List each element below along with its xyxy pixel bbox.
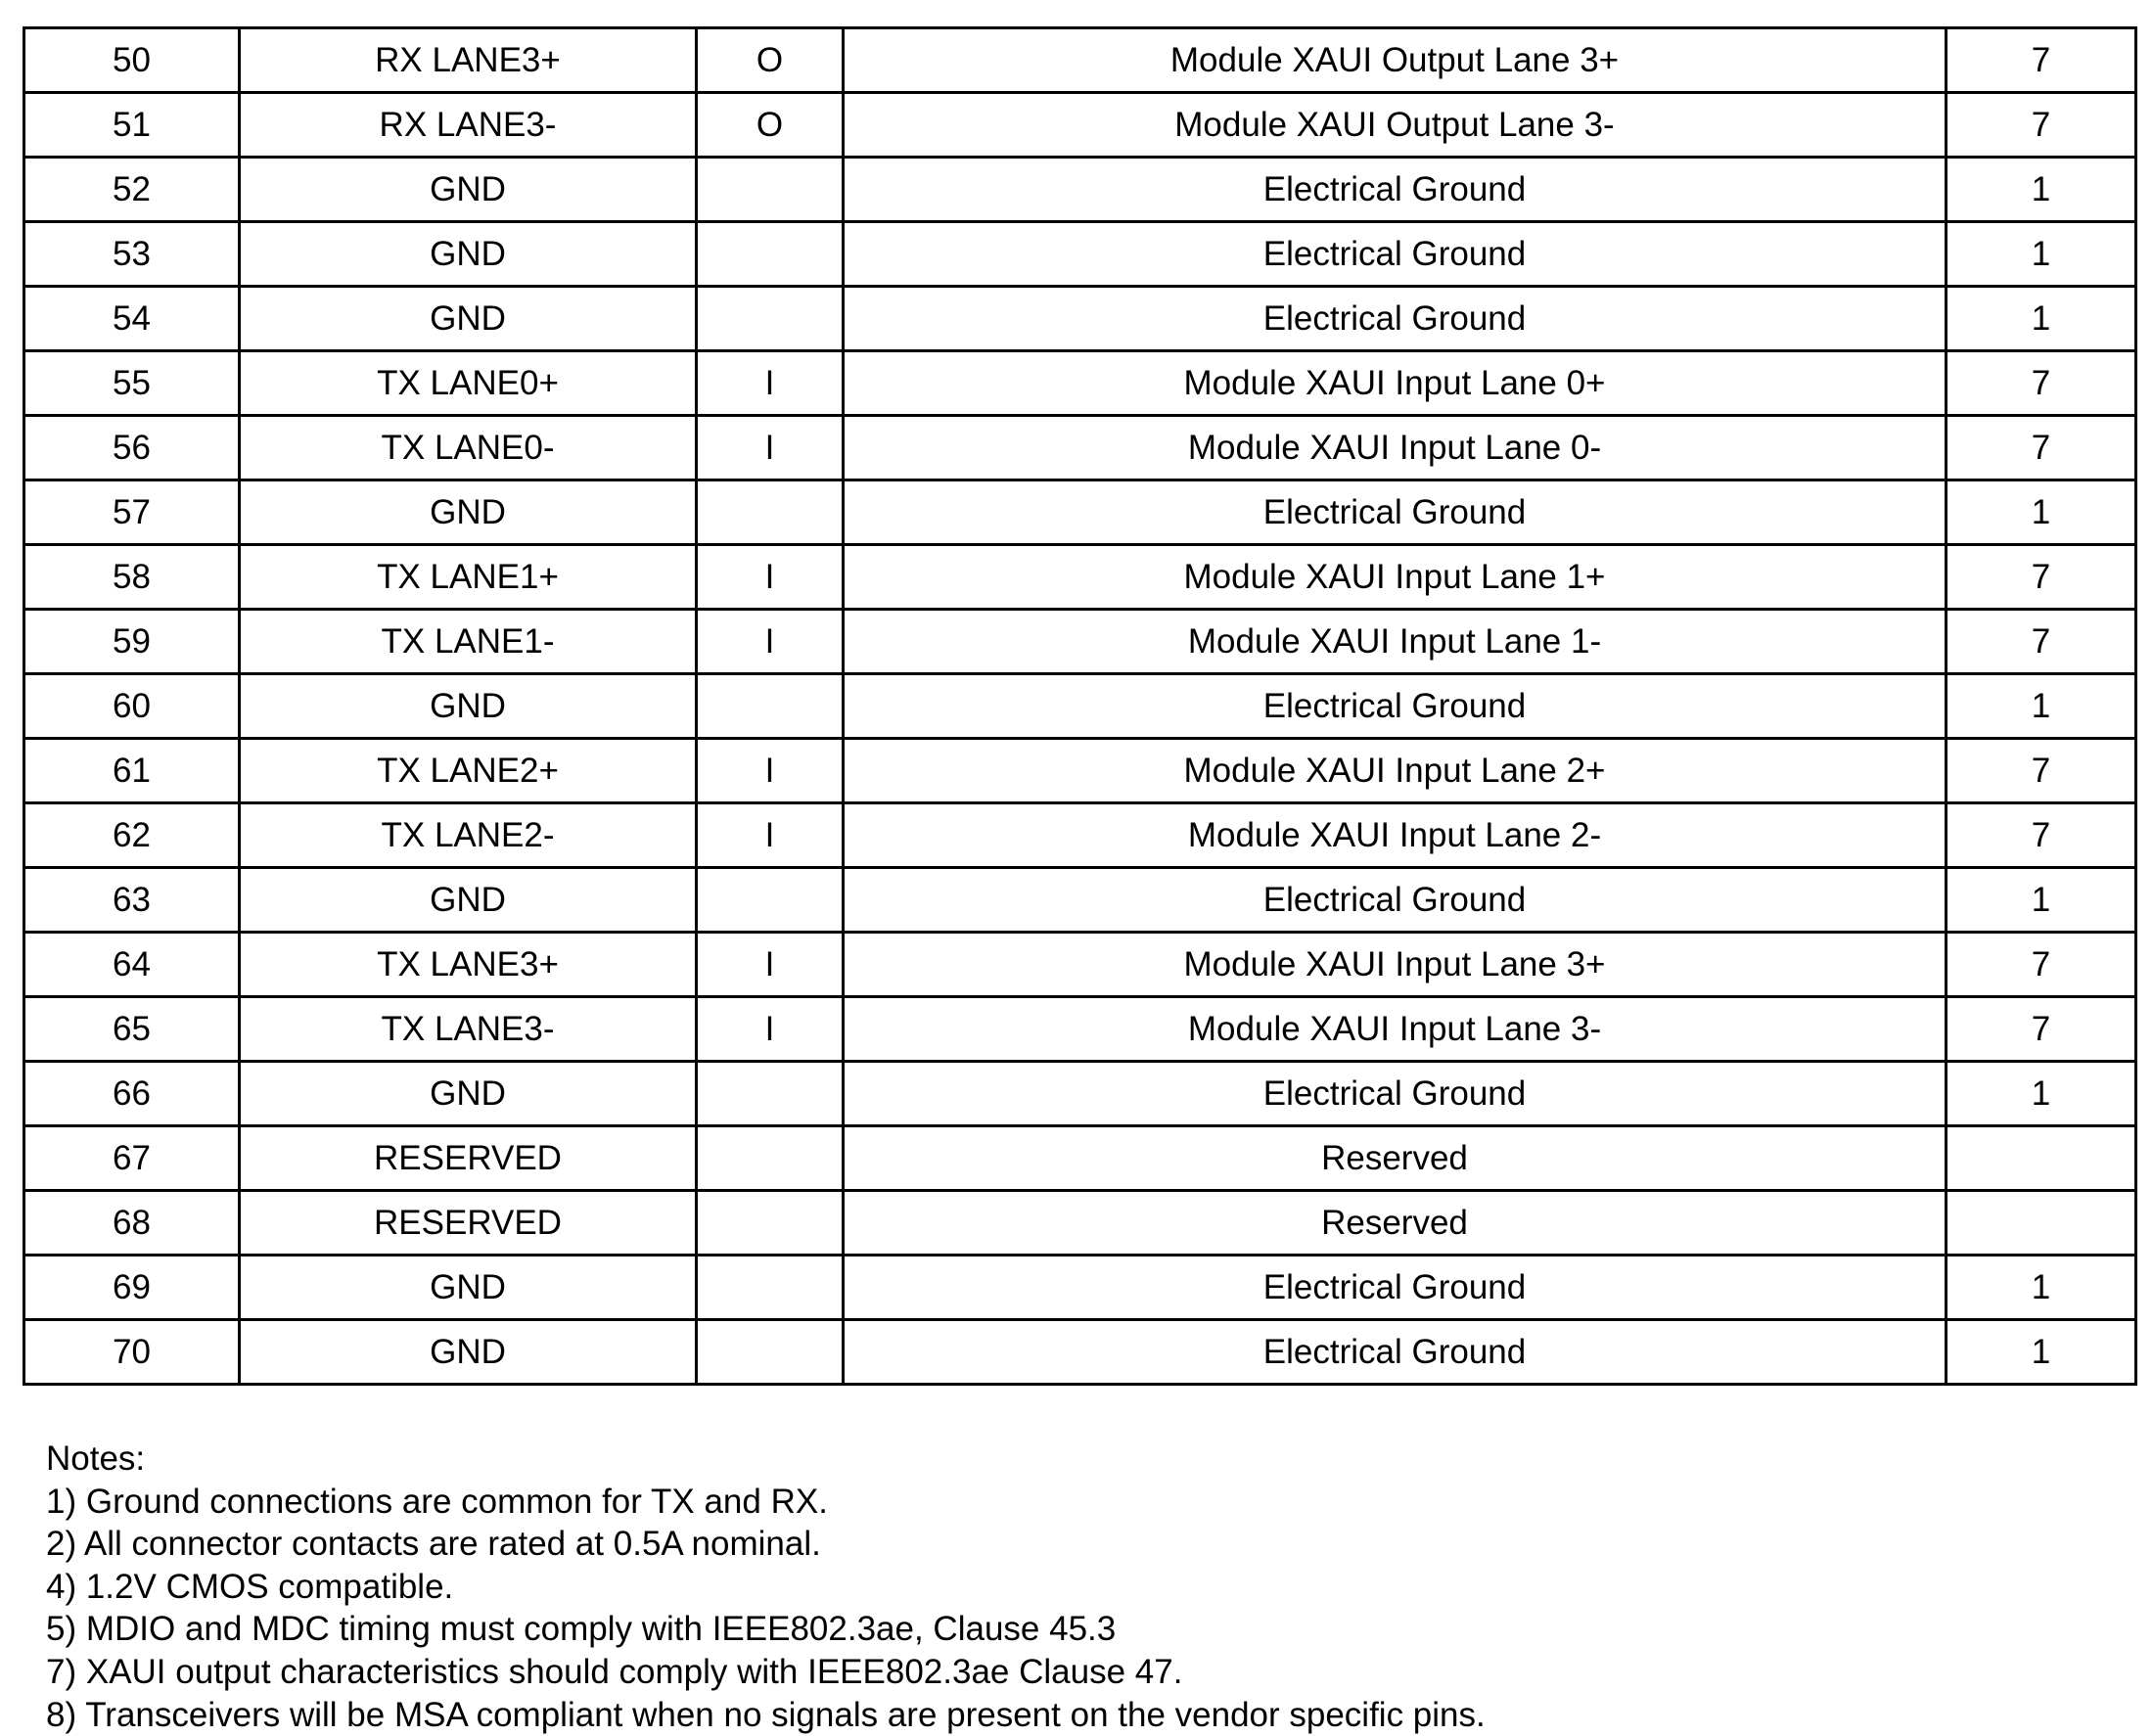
table-row xyxy=(24,1126,2136,1191)
signal-name-cell: GND xyxy=(240,158,697,222)
pin-number-cell: 60 xyxy=(24,674,240,739)
note-ref-cell: 1 xyxy=(1947,868,2136,933)
note-item: 7) XAUI output characteristics should comply with IEEE802.3ae Clause 47. xyxy=(46,1652,1183,1691)
signal-name-cell: GND xyxy=(240,674,697,739)
direction-cell xyxy=(697,1191,844,1256)
pin-number-cell: 70 xyxy=(24,1320,240,1385)
pin-number-cell: 62 xyxy=(24,803,240,868)
pin-number-cell: 56 xyxy=(24,416,240,480)
pin-number-cell: 55 xyxy=(24,351,240,416)
description-cell: Electrical Ground xyxy=(844,287,1947,351)
table-row xyxy=(24,480,2136,545)
table-row xyxy=(24,545,2136,610)
signal-name-cell: RX LANE3+ xyxy=(240,28,697,93)
direction-cell: I xyxy=(697,351,844,416)
description-cell: Electrical Ground xyxy=(844,222,1947,287)
signal-name-cell: GND xyxy=(240,287,697,351)
description-cell: Module XAUI Input Lane 1+ xyxy=(844,545,1947,610)
pin-number-cell: 61 xyxy=(24,739,240,803)
pin-number-cell: 63 xyxy=(24,868,240,933)
note-ref-cell: 1 xyxy=(1947,222,2136,287)
table-row xyxy=(24,739,2136,803)
direction-cell: O xyxy=(697,93,844,158)
table-row xyxy=(24,1062,2136,1126)
note-ref-cell: 7 xyxy=(1947,803,2136,868)
note-ref-cell: 7 xyxy=(1947,351,2136,416)
note-ref-cell xyxy=(1947,1126,2136,1191)
direction-cell xyxy=(697,674,844,739)
signal-name-cell: GND xyxy=(240,1256,697,1320)
direction-cell xyxy=(697,287,844,351)
signal-name-cell: TX LANE3- xyxy=(240,997,697,1062)
table-row xyxy=(24,1256,2136,1320)
signal-name-cell: RESERVED xyxy=(240,1126,697,1191)
direction-cell xyxy=(697,1320,844,1385)
signal-name-cell: TX LANE2+ xyxy=(240,739,697,803)
direction-cell: I xyxy=(697,997,844,1062)
description-cell: Module XAUI Input Lane 2+ xyxy=(844,739,1947,803)
table-row xyxy=(24,93,2136,158)
table-row xyxy=(24,158,2136,222)
description-cell: Electrical Ground xyxy=(844,158,1947,222)
direction-cell: I xyxy=(697,610,844,674)
note-ref-cell: 7 xyxy=(1947,93,2136,158)
direction-cell xyxy=(697,480,844,545)
note-ref-cell: 7 xyxy=(1947,28,2136,93)
notes-list xyxy=(46,1481,1486,1736)
description-cell: Reserved xyxy=(844,1126,1947,1191)
description-cell: Module XAUI Output Lane 3- xyxy=(844,93,1947,158)
description-cell: Module XAUI Input Lane 0- xyxy=(844,416,1947,480)
table-row xyxy=(24,28,2136,93)
note-item: 1) Ground connections are common for TX and RX. xyxy=(46,1482,828,1521)
direction-cell xyxy=(697,1126,844,1191)
description-cell: Electrical Ground xyxy=(844,674,1947,739)
note-ref-cell: 1 xyxy=(1947,1256,2136,1320)
pin-table xyxy=(23,26,2137,1386)
description-cell: Electrical Ground xyxy=(844,868,1947,933)
note-ref-cell: 1 xyxy=(1947,674,2136,739)
direction-cell xyxy=(697,222,844,287)
direction-cell xyxy=(697,1062,844,1126)
description-cell: Module XAUI Input Lane 1- xyxy=(844,610,1947,674)
note-ref-cell: 7 xyxy=(1947,610,2136,674)
table-row xyxy=(24,868,2136,933)
direction-cell: I xyxy=(697,933,844,997)
note-item: 2) All connector contacts are rated at 0.5A nominal. xyxy=(46,1525,821,1564)
note-ref-cell: 1 xyxy=(1947,1320,2136,1385)
description-cell: Electrical Ground xyxy=(844,1256,1947,1320)
pin-number-cell: 67 xyxy=(24,1126,240,1191)
table-row xyxy=(24,674,2136,739)
pin-number-cell: 59 xyxy=(24,610,240,674)
pin-number-cell: 52 xyxy=(24,158,240,222)
signal-name-cell: GND xyxy=(240,222,697,287)
description-cell: Module XAUI Input Lane 0+ xyxy=(844,351,1947,416)
signal-name-cell: TX LANE3+ xyxy=(240,933,697,997)
signal-name-cell: GND xyxy=(240,480,697,545)
table-row xyxy=(24,222,2136,287)
pin-number-cell: 53 xyxy=(24,222,240,287)
description-cell: Electrical Ground xyxy=(844,1320,1947,1385)
note-item: 8) Transceivers will be MSA compliant when no signals are present on the vendor specific pins. xyxy=(46,1695,1486,1734)
notes-heading: Notes: xyxy=(46,1439,146,1478)
table-row xyxy=(24,1191,2136,1256)
signal-name-cell: TX LANE0- xyxy=(240,416,697,480)
note-ref-cell xyxy=(1947,1191,2136,1256)
pin-number-cell: 69 xyxy=(24,1256,240,1320)
description-cell: Module XAUI Output Lane 3+ xyxy=(844,28,1947,93)
table-row xyxy=(24,803,2136,868)
direction-cell: I xyxy=(697,416,844,480)
signal-name-cell: TX LANE1- xyxy=(240,610,697,674)
signal-name-cell: GND xyxy=(240,868,697,933)
table-row xyxy=(24,351,2136,416)
direction-cell: I xyxy=(697,739,844,803)
table-row xyxy=(24,287,2136,351)
pin-number-cell: 50 xyxy=(24,28,240,93)
pin-table-body xyxy=(24,28,2136,1385)
note-ref-cell: 1 xyxy=(1947,158,2136,222)
pin-number-cell: 64 xyxy=(24,933,240,997)
direction-cell: I xyxy=(697,545,844,610)
description-cell: Module XAUI Input Lane 3- xyxy=(844,997,1947,1062)
description-cell: Reserved xyxy=(844,1191,1947,1256)
pin-number-cell: 58 xyxy=(24,545,240,610)
signal-name-cell: GND xyxy=(240,1062,697,1126)
pin-number-cell: 54 xyxy=(24,287,240,351)
note-ref-cell: 7 xyxy=(1947,416,2136,480)
table-row xyxy=(24,997,2136,1062)
pin-number-cell: 68 xyxy=(24,1191,240,1256)
signal-name-cell: TX LANE0+ xyxy=(240,351,697,416)
direction-cell: O xyxy=(697,28,844,93)
note-ref-cell: 1 xyxy=(1947,287,2136,351)
description-cell: Module XAUI Input Lane 3+ xyxy=(844,933,1947,997)
signal-name-cell: RESERVED xyxy=(240,1191,697,1256)
note-ref-cell: 1 xyxy=(1947,1062,2136,1126)
pin-number-cell: 51 xyxy=(24,93,240,158)
signal-name-cell: RX LANE3- xyxy=(240,93,697,158)
notes-section xyxy=(46,1438,1486,1736)
direction-cell xyxy=(697,158,844,222)
direction-cell xyxy=(697,1256,844,1320)
description-cell: Electrical Ground xyxy=(844,480,1947,545)
direction-cell xyxy=(697,868,844,933)
signal-name-cell: GND xyxy=(240,1320,697,1385)
note-item: 5) MDIO and MDC timing must comply with IEEE802.3ae, Clause 45.3 xyxy=(46,1610,1117,1649)
note-item: 4) 1.2V CMOS compatible. xyxy=(46,1567,454,1606)
table-row xyxy=(24,416,2136,480)
table-row xyxy=(24,933,2136,997)
table-row xyxy=(24,610,2136,674)
table-row xyxy=(24,1320,2136,1385)
description-cell: Module XAUI Input Lane 2- xyxy=(844,803,1947,868)
direction-cell: I xyxy=(697,803,844,868)
pin-number-cell: 66 xyxy=(24,1062,240,1126)
note-ref-cell: 7 xyxy=(1947,997,2136,1062)
signal-name-cell: TX LANE1+ xyxy=(240,545,697,610)
pin-number-cell: 65 xyxy=(24,997,240,1062)
note-ref-cell: 7 xyxy=(1947,545,2136,610)
note-ref-cell: 7 xyxy=(1947,739,2136,803)
note-ref-cell: 1 xyxy=(1947,480,2136,545)
signal-name-cell: TX LANE2- xyxy=(240,803,697,868)
description-cell: Electrical Ground xyxy=(844,1062,1947,1126)
pin-number-cell: 57 xyxy=(24,480,240,545)
note-ref-cell: 7 xyxy=(1947,933,2136,997)
